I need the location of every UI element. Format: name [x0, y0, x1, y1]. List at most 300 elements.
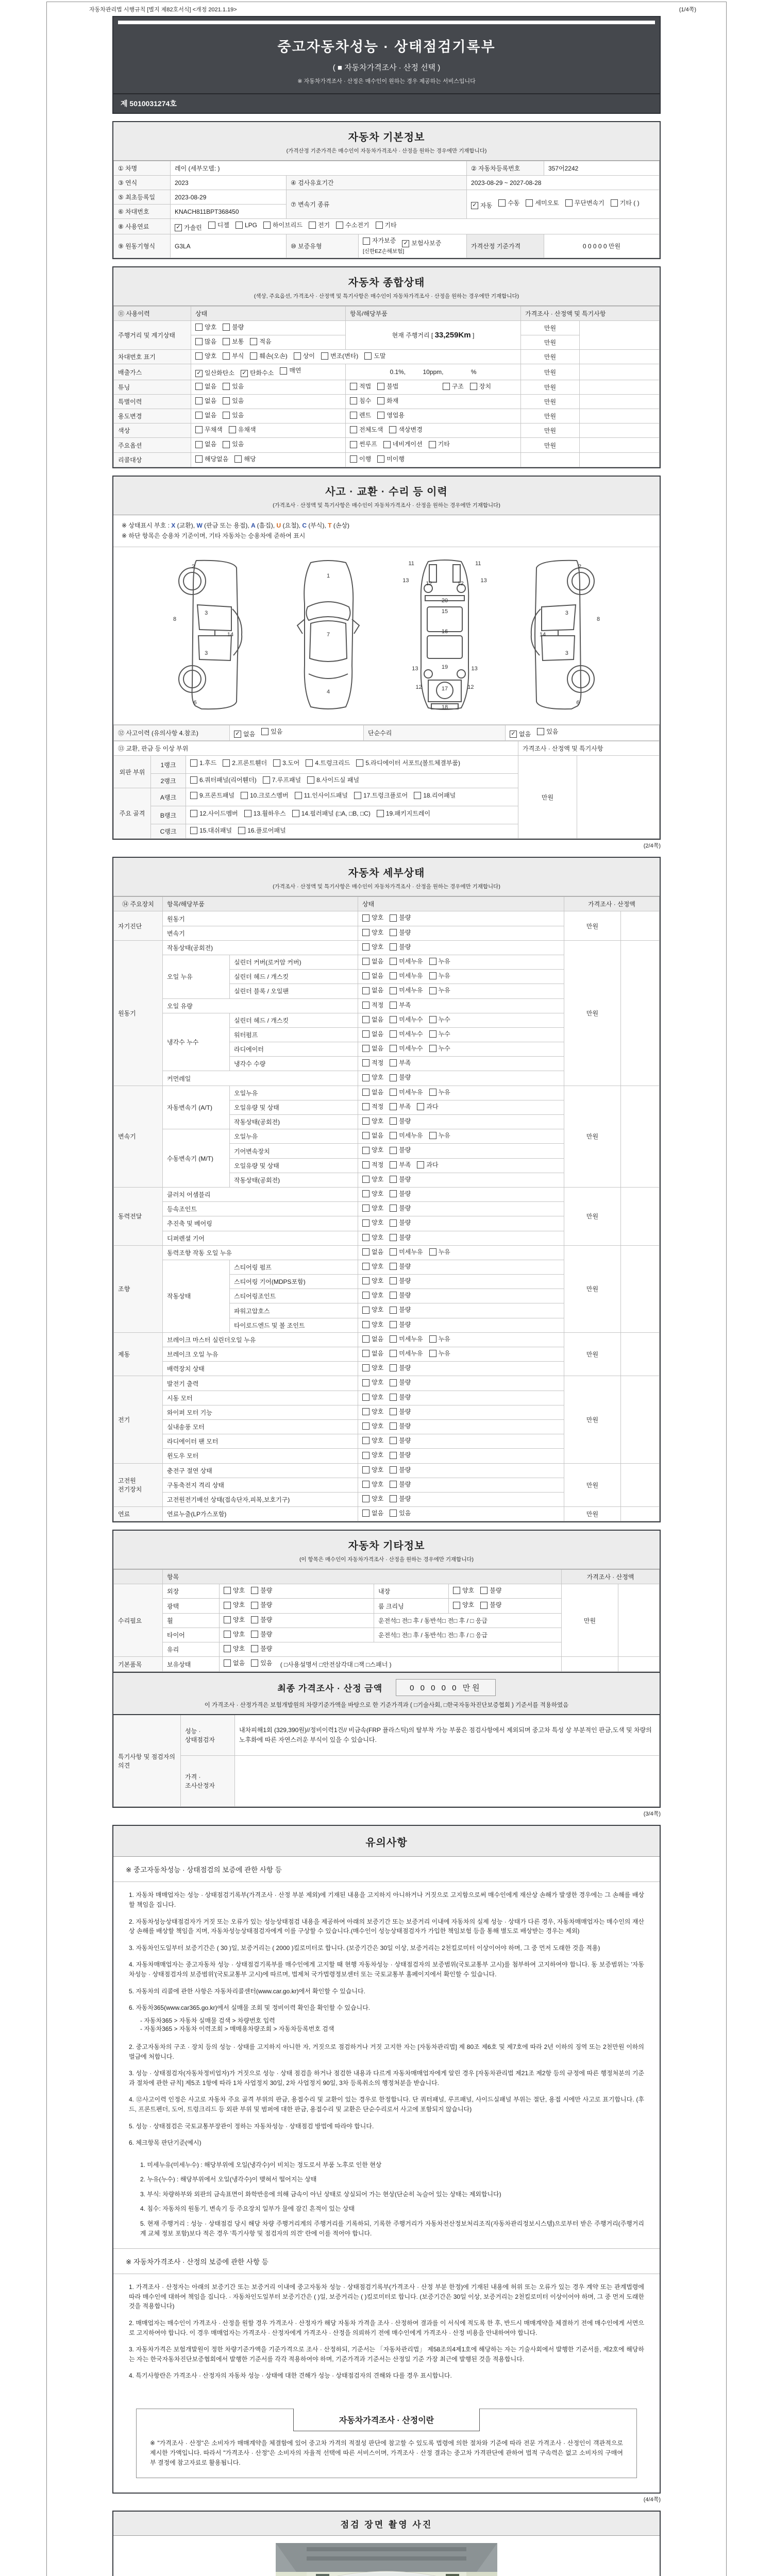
- diagram-zone-number: 3: [565, 650, 568, 656]
- checkbox-checked[interactable]: ✓ 보험사보증: [402, 240, 441, 247]
- checkbox[interactable]: 적정: [362, 1059, 383, 1066]
- checkbox[interactable]: 하이브리드: [263, 222, 303, 229]
- checkbox[interactable]: 불량: [390, 1190, 411, 1197]
- steer-r3: 스티어링조인트: [230, 1289, 358, 1303]
- checkbox[interactable]: 렌트: [350, 412, 371, 419]
- checkbox[interactable]: 불량: [390, 1205, 411, 1212]
- notice-s3-list: [113, 2274, 660, 2393]
- highvolt-label: 고전원 전기장치: [114, 1463, 163, 1507]
- hv-r3-status: [358, 1492, 564, 1506]
- checkbox[interactable]: 미세누유: [390, 987, 423, 994]
- checkbox[interactable]: 영업용: [377, 412, 405, 419]
- checkbox[interactable]: 7.루프패널: [263, 776, 301, 784]
- document-title: 중고자동차성능 · 상태점검기록부: [277, 39, 496, 55]
- checkbox[interactable]: 불량: [390, 1364, 411, 1371]
- price-unit: 만원: [564, 940, 621, 1086]
- checkbox[interactable]: 전기: [309, 222, 330, 229]
- brake-note: [621, 1332, 660, 1376]
- checkbox[interactable]: 없음: [362, 1510, 383, 1517]
- repair-roomclean: 룸 크리닝: [374, 1599, 449, 1613]
- checkbox[interactable]: 양호: [362, 1263, 383, 1270]
- checkbox[interactable]: 불량: [480, 1587, 501, 1594]
- detail-title: 자동차 세부상태: [348, 868, 425, 879]
- checkbox[interactable]: 미세누유: [390, 1089, 423, 1096]
- checkbox[interactable]: 불량: [390, 1394, 411, 1401]
- checkbox[interactable]: 불량: [390, 1495, 411, 1502]
- checkbox[interactable]: 4.트렁크리드: [306, 759, 350, 767]
- powertrain-label: 동력전달: [114, 1187, 163, 1245]
- checkbox[interactable]: 양호: [362, 1379, 383, 1386]
- checkbox[interactable]: 양호: [362, 1422, 383, 1430]
- price-unit: 만원: [564, 1507, 621, 1521]
- price-unit: 만원: [564, 1187, 621, 1245]
- checkbox[interactable]: 디젤: [208, 222, 229, 229]
- special-history-note: [580, 394, 660, 409]
- checkbox[interactable]: 양호: [224, 1601, 245, 1608]
- inspection-photo-underside: [276, 2543, 497, 2576]
- checkbox[interactable]: 불량: [251, 1587, 272, 1594]
- checkbox[interactable]: 없음: [362, 1350, 383, 1357]
- checkbox[interactable]: 화재: [377, 397, 398, 404]
- notice-item: 5. 성능 · 상태점검은 국토교통부장관이 정하는 자동차성능 · 상태점검 방법에 따라야 합니다.: [129, 2122, 374, 2130]
- document-page: [46, 2, 727, 2576]
- engine-oil-qty-status: [358, 998, 564, 1013]
- mileage-value: 33,259Km: [434, 330, 471, 340]
- checkbox[interactable]: 이행: [350, 455, 371, 463]
- final-price-value: 0 0 0 0 0 만원: [396, 1679, 496, 1696]
- vin-mark-label: 차대번호 표기: [114, 350, 191, 364]
- power-r4-status: [358, 1231, 564, 1245]
- main-options-note: [580, 438, 660, 452]
- steer-r5-status: [358, 1318, 564, 1332]
- emission-label: 배출가스: [114, 364, 191, 380]
- power-r4: 디퍼렌셜 기어: [163, 1231, 358, 1245]
- selfdiag-trans: 변속기: [163, 926, 358, 940]
- checkbox[interactable]: 양호: [362, 1219, 383, 1226]
- checkbox[interactable]: 양호: [224, 1631, 245, 1638]
- checkbox[interactable]: 14.필러패널 (□A, □B, □C): [292, 810, 371, 817]
- checkbox[interactable]: 12.사이드멤버: [190, 810, 238, 817]
- engine-oil-qty: 오일 유량: [163, 998, 358, 1013]
- trans-label: 변속기: [114, 1086, 163, 1187]
- checkbox[interactable]: 과다: [417, 1161, 438, 1168]
- checkbox[interactable]: 불량: [390, 1306, 411, 1313]
- checkbox[interactable]: 불량: [390, 1277, 411, 1284]
- col-detail-price: 가격조사 · 산정액: [564, 897, 660, 911]
- price-unit: 만원: [564, 1463, 621, 1507]
- mileage-amount-options: [191, 335, 346, 349]
- diagram-zone-number: 12: [457, 580, 464, 587]
- checkbox[interactable]: 미세누유: [390, 1132, 423, 1139]
- checkbox[interactable]: 있음: [223, 397, 244, 404]
- price-unit: 만원: [521, 438, 580, 452]
- checkbox[interactable]: 불량: [390, 1451, 411, 1459]
- checkbox[interactable]: 누유: [429, 1132, 450, 1139]
- checkbox[interactable]: 불량: [390, 1292, 411, 1299]
- checkbox[interactable]: 없음: [362, 1089, 383, 1096]
- checkbox[interactable]: 누수: [429, 1045, 450, 1052]
- trans-at-group: 자동변속기 (A/T): [163, 1086, 230, 1129]
- checkbox[interactable]: 없음: [362, 987, 383, 994]
- checkbox[interactable]: 5.라디에이터 서포트(볼트체결부품): [356, 759, 460, 767]
- checkbox[interactable]: 장치: [470, 383, 491, 390]
- checkbox[interactable]: 미세누유: [390, 972, 423, 979]
- steer-r2: 스티어링 기어(MDPS포함): [230, 1275, 358, 1289]
- power-r2-status: [358, 1202, 564, 1216]
- checkbox[interactable]: 양호: [362, 1234, 383, 1241]
- inspection-period-value: 2023-08-29 ~ 2027-08-28: [467, 176, 660, 190]
- checkbox[interactable]: 불량: [390, 929, 411, 936]
- steer-r1: 스티어링 펌프: [230, 1260, 358, 1274]
- checkbox[interactable]: 10.크로스멤버: [241, 792, 289, 799]
- car-name-value: 레이 (세부모델: ): [171, 161, 467, 176]
- checkbox[interactable]: 기타: [429, 440, 450, 448]
- checkbox[interactable]: 불량: [251, 1631, 272, 1638]
- checkbox[interactable]: 부식: [223, 352, 244, 360]
- checkbox[interactable]: 불량: [390, 1263, 411, 1270]
- checkbox[interactable]: 11.인사이드패널: [295, 792, 348, 799]
- hv-r1-status: [358, 1463, 564, 1478]
- checkbox[interactable]: 불량: [390, 914, 411, 921]
- checkbox[interactable]: 양호: [362, 1481, 383, 1488]
- checkbox[interactable]: 1.후드: [190, 759, 216, 767]
- diagram-zone-number: 13: [471, 665, 478, 672]
- diagram-zone-number: 2: [578, 563, 582, 570]
- checkbox[interactable]: 양호: [195, 324, 216, 331]
- checkbox[interactable]: 없음: [362, 972, 383, 979]
- checkbox[interactable]: 양호: [362, 1495, 383, 1502]
- brake-r3-status: [358, 1362, 564, 1376]
- checkbox[interactable]: 양호: [453, 1601, 474, 1608]
- checkbox[interactable]: 2.프론트휀더: [223, 759, 267, 767]
- checkbox[interactable]: 무채색: [195, 426, 223, 433]
- checkbox[interactable]: 많음: [195, 338, 216, 345]
- checkbox[interactable]: 양호: [362, 943, 383, 951]
- diagram-zone-number: 12: [415, 684, 422, 690]
- checkbox[interactable]: 양호: [362, 1074, 383, 1081]
- repair-polish-status: [220, 1599, 374, 1613]
- checkbox[interactable]: 해당없음: [195, 455, 228, 463]
- col-price: 가격조사 · 산정액 및 특기사항: [521, 306, 660, 320]
- checkbox[interactable]: 없음: [224, 1659, 245, 1667]
- checkbox[interactable]: 양호: [195, 352, 216, 360]
- notice-item: 2. 누유(누수) : 해당부위에서 오일(냉각수)이 맺혀서 떨어지는 상태: [140, 2176, 317, 2183]
- checkbox[interactable]: 없음: [195, 440, 216, 448]
- checkbox[interactable]: 없음: [195, 412, 216, 419]
- accident-note2: ※ 하단 항목은 승용차 기준이며, 기타 자동차는 승용차에 준하여 표시: [122, 532, 306, 540]
- checkbox[interactable]: 세미오토: [526, 199, 559, 207]
- elec-r6-status: [358, 1449, 564, 1463]
- checkbox[interactable]: 18.리어패널: [414, 792, 456, 799]
- accident-title: 사고 · 교환 · 수리 등 이력: [325, 486, 448, 498]
- inspector-label: 성능 · 상태점검자: [181, 1715, 235, 1756]
- checkbox[interactable]: 적정: [362, 1103, 383, 1110]
- checkbox[interactable]: 부족: [390, 1161, 411, 1168]
- warranty-type-options: [359, 234, 467, 258]
- checkbox[interactable]: 매연: [280, 367, 301, 374]
- checkbox[interactable]: 누유: [429, 1089, 450, 1096]
- checkbox[interactable]: 양호: [362, 1364, 383, 1371]
- checkbox[interactable]: 기타: [376, 222, 397, 229]
- checkbox[interactable]: 자가보증: [363, 237, 396, 244]
- warranty-insurer: [신한EZ손해보험]: [363, 248, 405, 255]
- document-subtitle: ( ■ 자동차가격조사 · 산정 선택 ): [332, 63, 441, 72]
- checkbox[interactable]: 미이행: [377, 455, 405, 463]
- engine-oil-leak-group: 오일 누유: [163, 955, 230, 998]
- checkbox[interactable]: 변조(변타): [321, 352, 358, 360]
- checkbox[interactable]: 누수: [429, 1016, 450, 1023]
- checkbox[interactable]: 누유: [429, 972, 450, 979]
- notice-item: 4. 침수: 자동차의 원동기, 변속기 등 주요장치 일부가 물에 잠긴 흔적이 있는 상태: [140, 2205, 355, 2213]
- checkbox[interactable]: 있음: [537, 728, 558, 735]
- checkbox[interactable]: 19.패키지트레이: [377, 810, 430, 817]
- checkbox[interactable]: 적법: [350, 383, 371, 390]
- checkbox[interactable]: 불량: [390, 943, 411, 951]
- status-code-letter: T: [328, 521, 333, 529]
- diagram-zone-number: 13: [412, 665, 418, 672]
- checkbox[interactable]: 보통: [223, 338, 244, 345]
- checkbox[interactable]: 불량: [390, 1379, 411, 1386]
- appraiser-opinion: [235, 1756, 660, 1807]
- steer-r5: 타이로드엔드 및 볼 조인트: [230, 1318, 358, 1332]
- checkbox[interactable]: 양호: [362, 1117, 383, 1125]
- checkbox[interactable]: 적음: [250, 338, 271, 345]
- checkbox[interactable]: 미세누수: [390, 1045, 423, 1052]
- checkbox-checked[interactable]: ✓ 가솔린: [175, 224, 202, 231]
- checkbox[interactable]: 미세누수: [390, 1016, 423, 1023]
- notice-item: 6. 자동차365(www.car365.go.kr)에서 실매물 조회 및 정비이력 확인을 확인할 수 있습니다.: [129, 2004, 371, 2012]
- checkbox[interactable]: 불량: [390, 1422, 411, 1430]
- checkbox[interactable]: 불량: [390, 1074, 411, 1081]
- checkbox[interactable]: 침수: [350, 397, 371, 404]
- checkbox[interactable]: 부족: [390, 1103, 411, 1110]
- checkbox[interactable]: 양호: [362, 1451, 383, 1459]
- checkbox[interactable]: LPG: [236, 222, 257, 229]
- status-code-letter: X: [171, 521, 177, 529]
- checkbox[interactable]: 양호: [362, 1190, 383, 1197]
- checkbox[interactable]: 양호: [362, 1146, 383, 1154]
- inspection-period-label: ④ 검사유효기간: [287, 176, 467, 190]
- color-detail: [346, 423, 521, 438]
- price-unit: 만원: [521, 394, 580, 409]
- checkbox[interactable]: 양호: [362, 914, 383, 921]
- notice-item: 2. 자동차성능상태점검자가 거짓 또는 오류가 있는 성능상태점검 내용을 제공하여 아래의 보증기간 또는 보증거리 이내에 자동차의 실제 성능 · 상태가 다른 경우, 자동차매매업자는 매수인의 재산상 손해를 배상할 책임을 지며, 자동차성능상태점검자에게 이를 구상할 수 있습니다.(매수인이 성능상태점검자가 가입한 책임보험 등을 통해 별도로 배상받는 경우는 제외): [129, 1918, 644, 1935]
- checkbox[interactable]: 불량: [390, 1466, 411, 1473]
- car-diagram-top: [282, 557, 375, 712]
- checkbox[interactable]: 양호: [224, 1645, 245, 1652]
- diagram-zone-number: 2: [191, 563, 195, 570]
- final-price-note: 이 가격조사 · 산정가격은 보험개발원의 차량기준가액을 바탕으로 한 기준가격과 ( □기술사회, □한국자동차진단보증협회 ) 기준서를 적용하였음: [204, 1702, 569, 1709]
- checkbox[interactable]: 부족: [390, 1002, 411, 1009]
- power-r1-status: [358, 1187, 564, 1201]
- diagram-zone-number: 13: [402, 577, 409, 584]
- price-unit: 만원: [564, 1376, 621, 1463]
- checkbox[interactable]: 3.도어: [273, 759, 299, 767]
- section-etc-info: [112, 1530, 661, 1808]
- notice-item: 1. 미세누유(미세누수) : 해당부위에 오일(냉각수)이 비치는 정도로서 부품 노후로 인한 현상: [140, 2161, 382, 2168]
- checkbox[interactable]: 15.대쉬패널: [190, 827, 232, 834]
- engine-cool3: 라디에이터: [230, 1042, 358, 1057]
- checkbox[interactable]: 17.트렁크플로어: [354, 792, 408, 799]
- checkbox[interactable]: 불법: [377, 383, 398, 390]
- checkbox[interactable]: 미세누유: [390, 1350, 423, 1357]
- steer-r3-status: [358, 1289, 564, 1303]
- checkbox[interactable]: 누유: [429, 1350, 450, 1357]
- checkbox[interactable]: 13.휠하우스: [244, 810, 286, 817]
- checkbox[interactable]: 불량: [390, 1234, 411, 1241]
- checkbox[interactable]: 있음: [223, 383, 244, 390]
- checkbox[interactable]: 양호: [362, 929, 383, 936]
- checkbox[interactable]: 없음: [362, 958, 383, 965]
- checkbox[interactable]: 도말: [364, 352, 385, 360]
- engine-cool3-status: [358, 1042, 564, 1057]
- engine-oil1: 실린더 커버(로커암 커버): [230, 955, 358, 969]
- checkbox[interactable]: 과다: [417, 1103, 438, 1110]
- checkbox[interactable]: 양호: [362, 1321, 383, 1328]
- trans-mt1-status: [358, 1129, 564, 1144]
- rank2-options: [186, 774, 518, 788]
- checkbox-checked[interactable]: ✓ 없음: [234, 731, 255, 738]
- checkbox[interactable]: 없음: [362, 1030, 383, 1038]
- checkbox[interactable]: 양호: [362, 1437, 383, 1444]
- price-unit: 만원: [521, 335, 580, 349]
- checkbox[interactable]: 불량: [390, 1481, 411, 1488]
- checkbox[interactable]: 수소전기: [336, 222, 369, 229]
- checkbox[interactable]: 없음: [195, 383, 216, 390]
- checkbox[interactable]: 색상변경: [389, 426, 422, 433]
- checkbox[interactable]: 없음: [362, 1335, 383, 1343]
- etc-subtitle: (이 항목은 매수인이 자동차가격조사 · 산정을 원하는 경우에만 기재합니다): [299, 1556, 474, 1563]
- checkbox[interactable]: 누수: [429, 1030, 450, 1038]
- engine-cool1: 실린더 헤드 / 개스킷: [230, 1013, 358, 1027]
- checkbox[interactable]: 불량: [480, 1601, 501, 1608]
- checkbox[interactable]: 전체도색: [350, 426, 383, 433]
- checkbox[interactable]: 적정: [362, 1161, 383, 1168]
- checkbox[interactable]: 양호: [362, 1176, 383, 1183]
- checkbox[interactable]: 미세누유: [390, 1335, 423, 1343]
- col-main-device: ⑭ 주요장치: [114, 897, 163, 911]
- trans-mt1: 오일누유: [230, 1129, 358, 1144]
- checkbox[interactable]: 구조: [443, 383, 464, 390]
- diagram-zone-number: 14: [227, 631, 234, 638]
- checkbox[interactable]: 네비게이션: [383, 440, 423, 448]
- checkbox[interactable]: 16.플로어패널: [238, 827, 286, 834]
- checkbox[interactable]: 불량: [390, 1146, 411, 1154]
- checkbox[interactable]: 미세누유: [390, 958, 423, 965]
- checkbox[interactable]: 불량: [251, 1645, 272, 1652]
- checkbox[interactable]: 있음: [223, 440, 244, 448]
- hv-r1: 충전구 절연 상태: [163, 1463, 358, 1478]
- checkbox[interactable]: 수동: [498, 199, 519, 207]
- checkbox[interactable]: 누유: [429, 1248, 450, 1256]
- power-r3-status: [358, 1216, 564, 1231]
- detail-table: [113, 896, 660, 1521]
- status-code-desc: (흠집),: [257, 521, 277, 529]
- checkbox[interactable]: 불량: [390, 1408, 411, 1415]
- checkbox[interactable]: 있음: [251, 1659, 272, 1667]
- checkbox[interactable]: 없음: [362, 1248, 383, 1256]
- checkbox[interactable]: 양호: [362, 1292, 383, 1299]
- checkbox[interactable]: 양호: [453, 1587, 474, 1594]
- checkbox[interactable]: 없음: [362, 1016, 383, 1023]
- checkbox[interactable]: 양호: [362, 1277, 383, 1284]
- checkbox[interactable]: 없음: [195, 397, 216, 404]
- checkbox[interactable]: 누유: [429, 987, 450, 994]
- checkbox[interactable]: 썬루프: [350, 440, 377, 448]
- checkbox[interactable]: 불량: [390, 1437, 411, 1444]
- recall-price: [521, 452, 580, 467]
- checkbox[interactable]: 없음: [362, 1132, 383, 1139]
- checkbox[interactable]: 불량: [251, 1616, 272, 1623]
- etc-table: [113, 1569, 660, 1672]
- checkbox[interactable]: 해당: [234, 455, 256, 463]
- checkbox[interactable]: 미세누수: [390, 1030, 423, 1038]
- fuel-leak-status: [358, 1507, 564, 1521]
- checkbox[interactable]: 있음: [390, 1510, 411, 1517]
- checkbox[interactable]: 양호: [224, 1587, 245, 1594]
- checkbox[interactable]: 기타 ( ): [611, 199, 640, 207]
- engine-idle-status: [358, 940, 564, 955]
- checkbox[interactable]: 6.쿼터패널(리어휀더): [190, 776, 257, 784]
- checkbox-checked[interactable]: ✓ 일산화탄소: [195, 369, 234, 377]
- checkbox[interactable]: 양호: [224, 1616, 245, 1623]
- checkbox[interactable]: 부족: [390, 1059, 411, 1066]
- engine-label: 원동기: [114, 940, 163, 1086]
- checkbox[interactable]: 무단변속기: [565, 199, 604, 207]
- document-number: 제 5010031274호: [113, 93, 660, 113]
- checkbox[interactable]: 있음: [223, 412, 244, 419]
- checkbox[interactable]: 양호: [362, 1394, 383, 1401]
- checkbox[interactable]: 미세누유: [390, 1248, 423, 1256]
- checkbox[interactable]: 불량: [390, 1321, 411, 1328]
- checkbox-checked[interactable]: ✓ 탄화수소: [241, 369, 274, 377]
- checkbox[interactable]: 불량: [390, 1117, 411, 1125]
- engine-cool2-status: [358, 1027, 564, 1042]
- checkbox[interactable]: 유채색: [229, 426, 256, 433]
- checkbox-checked[interactable]: ✓ 자동: [471, 202, 492, 209]
- checkbox[interactable]: 누유: [429, 958, 450, 965]
- checkbox[interactable]: 훼손(오손): [250, 352, 287, 360]
- checkbox[interactable]: 상이: [294, 352, 315, 360]
- rank1-label: 1랭크: [151, 756, 186, 774]
- col-usage-history: ⑪ 사용이력: [114, 306, 191, 320]
- checkbox[interactable]: 양호: [362, 1466, 383, 1473]
- checkbox[interactable]: 불량: [390, 1219, 411, 1226]
- checkbox[interactable]: 적정: [362, 1002, 383, 1009]
- repair-interior-status: [449, 1584, 562, 1599]
- brake-r1-status: [358, 1332, 564, 1347]
- engine-oil3: 실린더 블록 / 오일팬: [230, 984, 358, 998]
- notice-s2-sublist: [113, 2160, 660, 2249]
- checkbox-checked[interactable]: ✓ 없음: [510, 731, 531, 738]
- checkbox[interactable]: 양호: [362, 1205, 383, 1212]
- checkbox[interactable]: 불량: [251, 1601, 272, 1608]
- elec-r2-status: [358, 1391, 564, 1405]
- checkbox[interactable]: 양호: [362, 1408, 383, 1415]
- checkbox[interactable]: 누유: [429, 1335, 450, 1343]
- engine-cool4-status: [358, 1057, 564, 1071]
- notice-item: 4. ⑫사고이력 인정은 사고로 자동차 주요 골격 부위의 판금, 용접수리 및 교환이 있는 경우로 한정합니다. 단 쿼터패널, 루프패널, 사이드실패널 부위는 절단, 용접 시에만 사고로 표기합니다. (후드, 프론트펜더, 도어, 트렁크리드 등 외판 부위 및 범퍼에 대한 판금, 용접수리 및 교환은 단순수리로서 사고에 포함되지 않습니다): [129, 2096, 644, 2113]
- status-code-desc: (부식),: [308, 521, 328, 529]
- checkbox[interactable]: 9.프론트패널: [190, 792, 234, 799]
- repair-wheel-detail: 운전석□ 전□ 후 / 동반석□ 전□ 후 / □ 응급: [374, 1613, 562, 1628]
- checkbox[interactable]: 있음: [261, 728, 282, 735]
- checkbox[interactable]: 없음: [362, 1045, 383, 1052]
- checkbox[interactable]: 8.사이드실 패널: [307, 776, 359, 784]
- checkbox[interactable]: 불량: [223, 324, 244, 331]
- checkbox[interactable]: 양호: [362, 1306, 383, 1313]
- checkbox[interactable]: 불량: [390, 1176, 411, 1183]
